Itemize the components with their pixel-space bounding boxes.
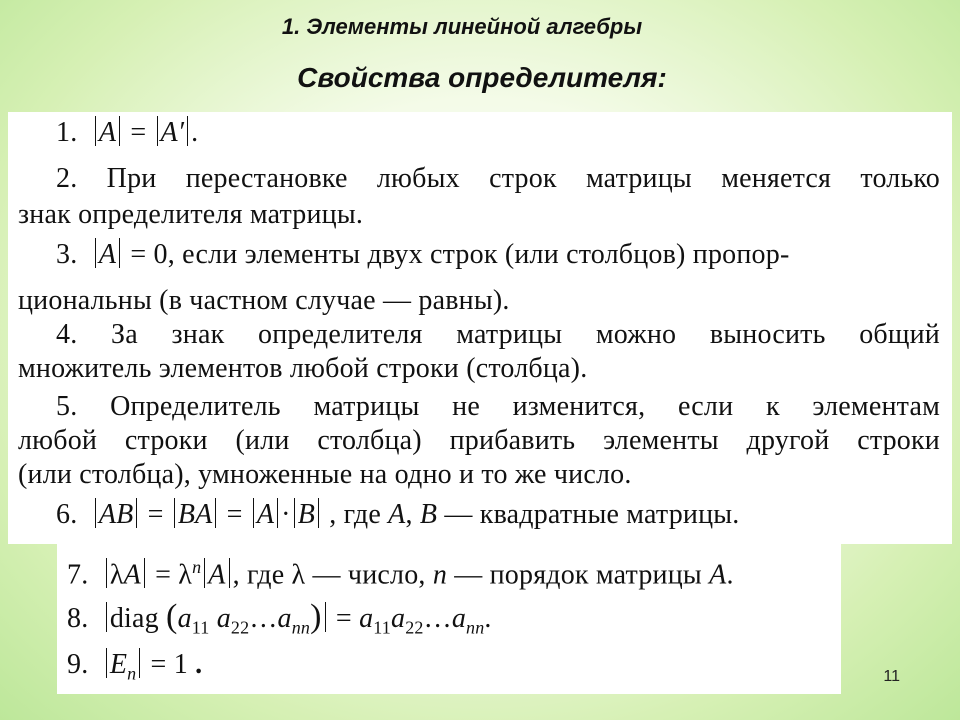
property-5-line-2: любой строки (или столбца) прибавить элементы другой строки [18, 425, 940, 456]
slide-title: Свойства определителя: [297, 62, 667, 93]
property-3-line-2: циональны (в частном случае — равны). [18, 285, 510, 316]
property-3: 3. A = 0, если элементы двух строк (или столбцов) пропор- [56, 239, 790, 270]
property-6-tail: — квадратные матрицы. [444, 499, 740, 530]
property-4-line-1: 4. За знак определителя матрицы можно выносить общий [56, 319, 940, 350]
property-9: 9. $E_n = 1$ . [67, 649, 203, 684]
property-7-text: , где λ — число, [232, 559, 426, 591]
property-9-number: 9. [67, 649, 89, 680]
property-2-line-1: 2. При перестановке любых строк матрицы меняется только [56, 163, 940, 194]
property-8-diag: diag [109, 603, 159, 634]
properties-panel [8, 112, 952, 544]
property-1: 1. A = A′ . [56, 117, 199, 148]
property-8: 8. diag ($a_{11}$ $a_{22}\dots a_{nn}$) = $a_{11}a_{22}\dots a_{nn}$. [67, 598, 492, 638]
section-heading: 1. Элементы линейной алгебры [281, 14, 643, 39]
property-3-number: 3. [56, 239, 78, 270]
property-1-number: 1. [56, 117, 78, 148]
property-5-line-3: (или столбца), умноженные на одно и то же число. [18, 459, 632, 490]
property-6-text: , где [329, 499, 381, 530]
property-6: 6. AB = BA = A · B , где A, B — квадратные матрицы. [56, 499, 740, 530]
property-7-number: 7. [67, 559, 89, 591]
property-3-text: , если элементы двух строк (или столбцов) пропор- [167, 239, 790, 270]
property-4-line-2: множитель элементов любой строки (столбца). [18, 353, 588, 384]
property-5-line-1: 5. Определитель матрицы не изменится, если к элементам [56, 391, 940, 422]
property-7: 7. $\lambda A = \lambda^n$ A , где λ — число, n — порядок матрицы A. [67, 557, 734, 591]
property-6-number: 6. [56, 499, 78, 530]
properties-panel-2 [57, 544, 841, 694]
property-2-line-2: знак определителя матрицы. [18, 199, 364, 230]
property-8-number: 8. [67, 603, 89, 634]
property-7-tail: — порядок матрицы [454, 559, 702, 591]
page-number: 11 [883, 668, 900, 685]
